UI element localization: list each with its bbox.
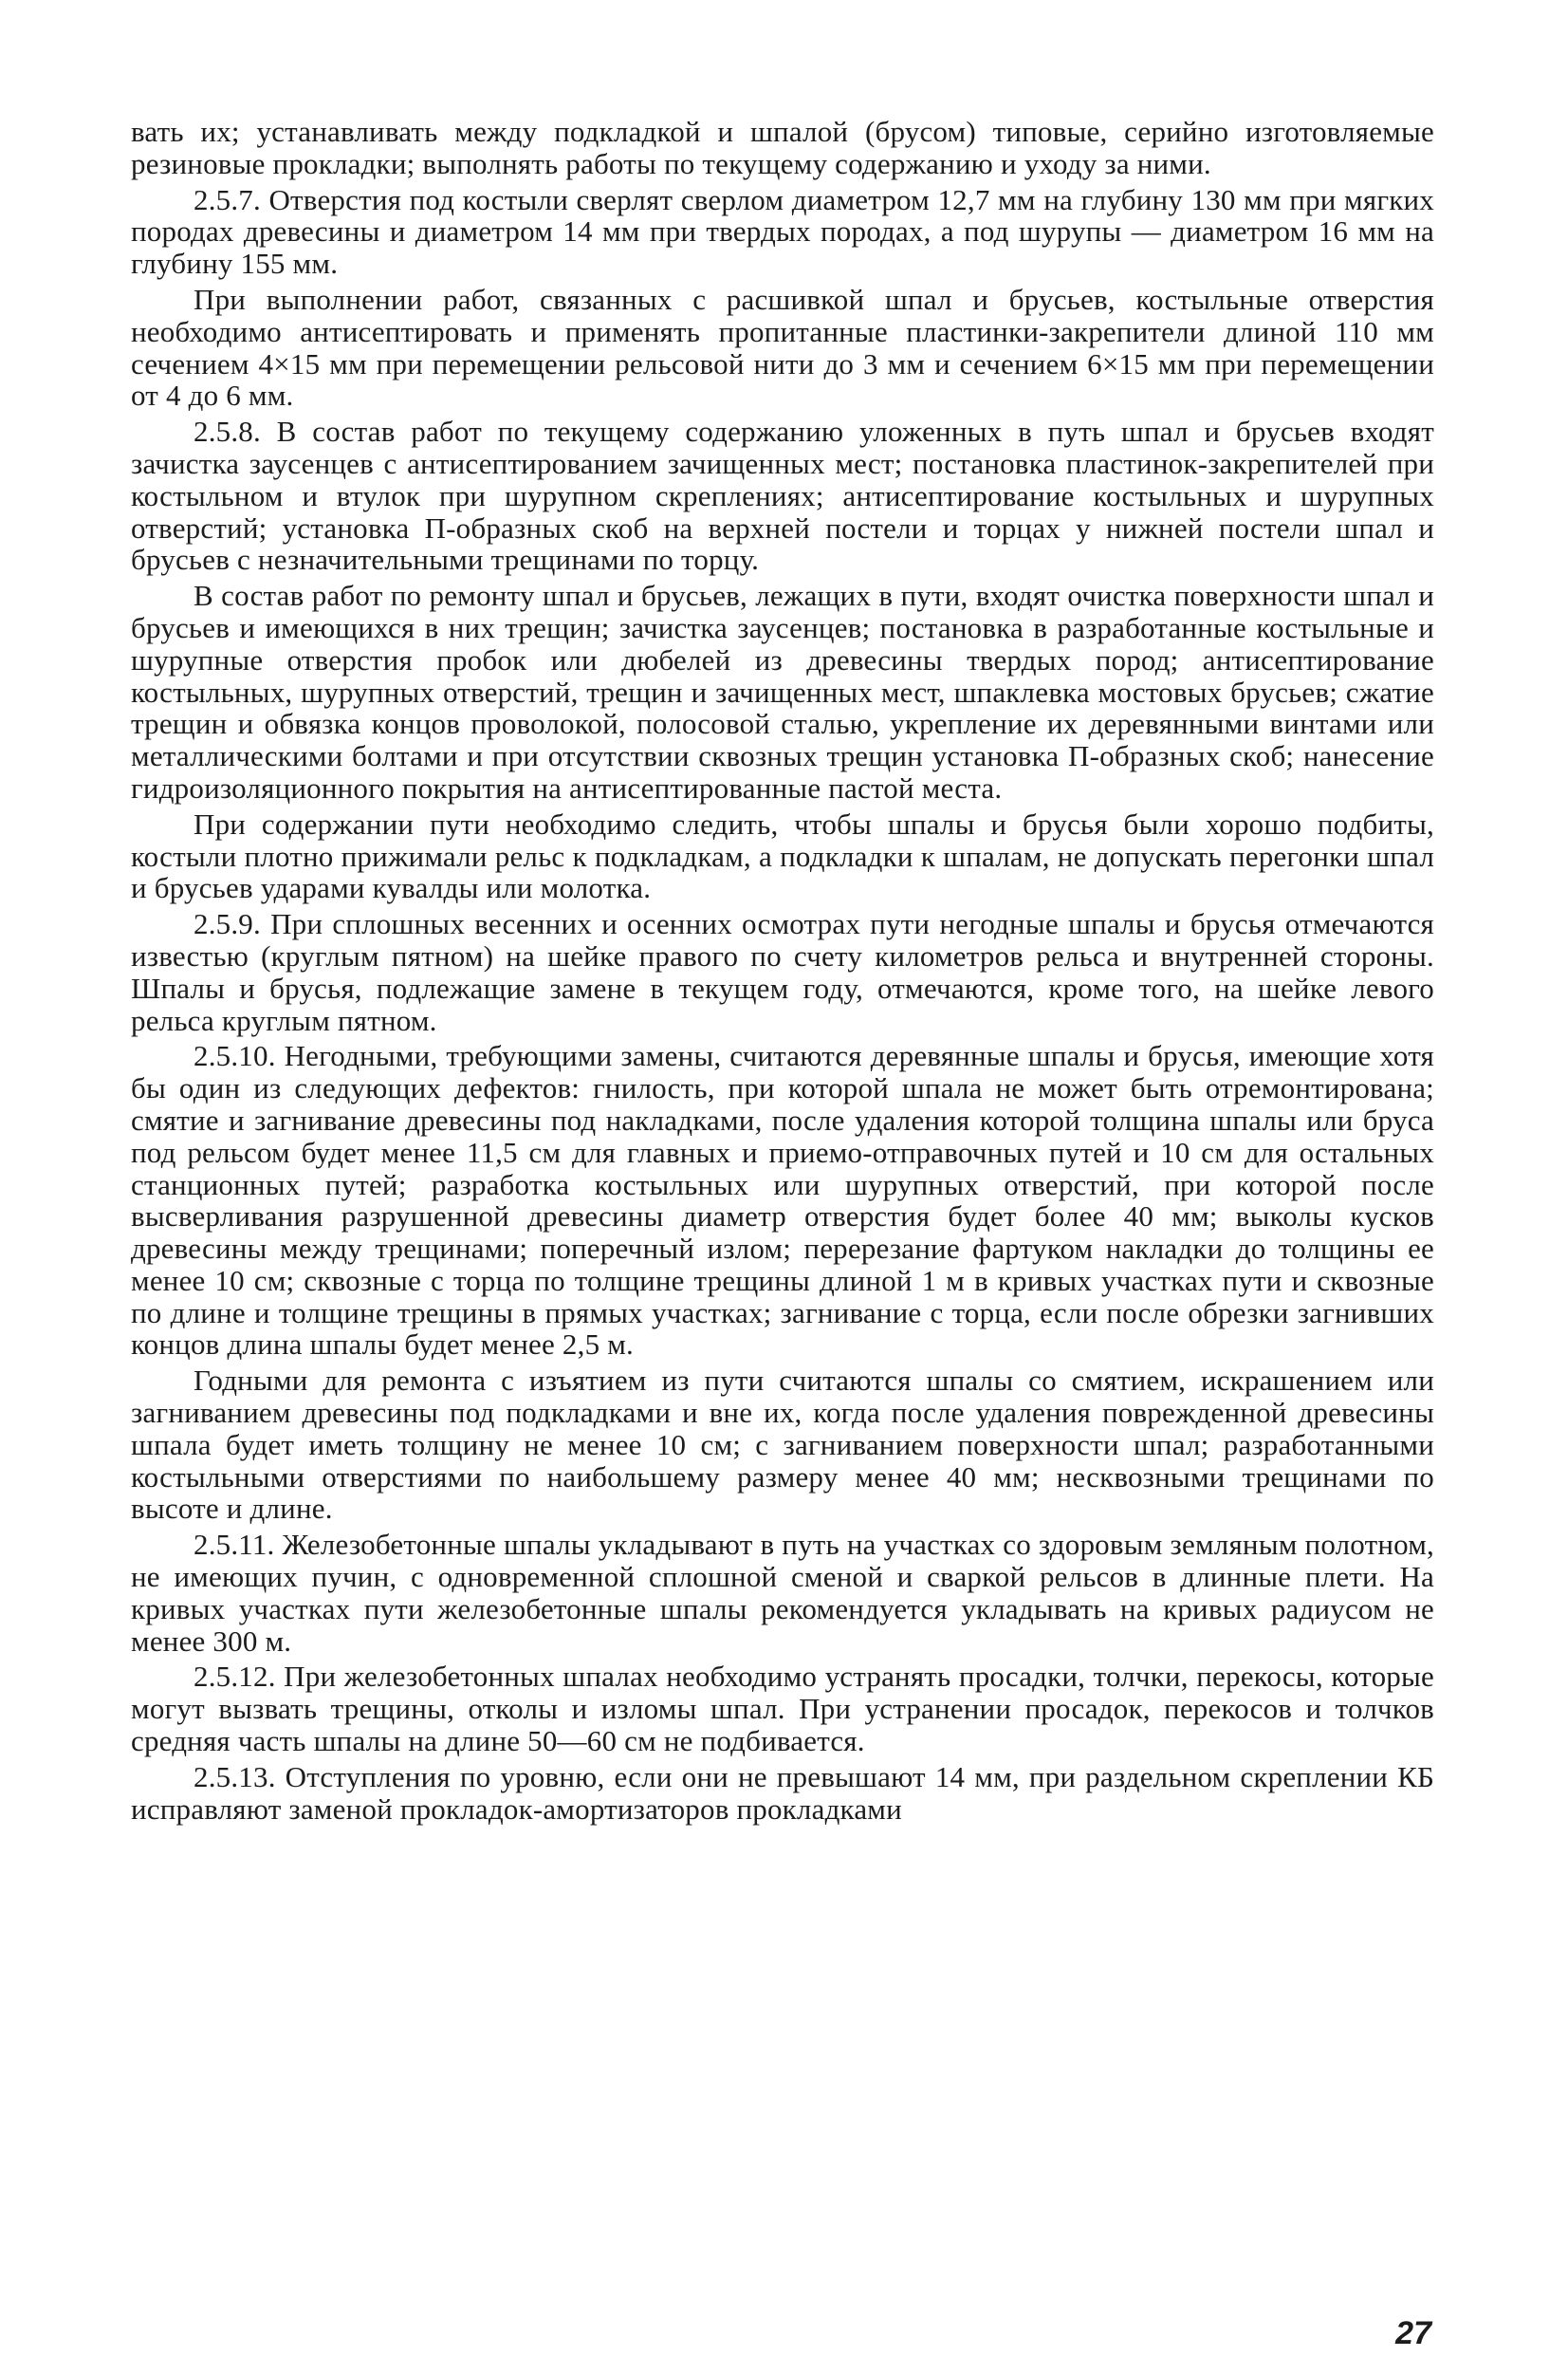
paragraph-2-5-10-suitable: Годными для ремонта с изъятием из пути считаются шпалы со смятием, искрашением или загниванием древесины под подкладками и вне их, когда после удаления поврежденной древесины шпала будет иметь толщину не менее 10 см; с загниванием поверхности шпал; разработанными костыльными отверстиями по наибольшему размеру менее 40 мм; несквозными трещинами по высоте и длине. bbox=[131, 1364, 1434, 1526]
paragraph-2-5-11: 2.5.11. Железобетонные шпалы укладывают в путь на участках со здоровым земляным полотном, не имеющих пучин, с одновременной сплошной сменой и сваркой рельсов в длинные плети. На кривых участках пути железобетонные шпалы рекомендуется укладывать на кривых радиусом не менее 300 м. bbox=[131, 1528, 1434, 1658]
text-column bbox=[131, 116, 1434, 1828]
page-number: 27 bbox=[1395, 2315, 1431, 2351]
paragraph-2-5-10: 2.5.10. Негодными, требующими замены, считаются деревянные шпалы и брусья, имеющие хотя бы один из следующих дефектов: гнилость, при которой шпала не может быть отремонтирована; смятие и загнивание древесины под накладками, после удаления которой толщина шпалы или бруса под рельсом будет менее 11,5 см для главных и приемо-отправочных путей и 10 см для остальных станционных путей; разработка костыльных или шурупных отверстий, при которой после высверливания разрушенной древесины диаметр отверстия будет более 40 мм; выколы кусков древесины между трещинами; поперечный излом; перерезание фартуком накладки до толщины ее менее 10 см; сквозные с торца по толщине трещины длиной 1 м в кривых участках пути и сквозные по длине и толщине трещины в прямых участках; загнивание с торца, если после обрезки загнивших концов длина шпалы будет менее 2,5 м. bbox=[131, 1039, 1434, 1362]
paragraph-2-5-8-maintenance: При содержании пути необходимо следить, чтобы шпалы и брусья были хорошо подбиты, костыли плотно прижимали рельс к подкладкам, а подкладки к шпалам, не допускать перегонки шпал и брусьев ударами кувалды или молотка. bbox=[131, 807, 1434, 905]
paragraph-2-5-7: 2.5.7. Отверстия под костыли сверлят сверлом диаметром 12,7 мм на глубину 130 мм при мягких породах древесины и диаметром 14 мм при твердых породах, а под шурупы — диаметром 16 мм на глубину 155 мм. bbox=[131, 182, 1434, 281]
paragraph-2-5-13: 2.5.13. Отступления по уровню, если они не превышают 14 мм, при раздельном скреплении КБ исправляют заменой прокладок-амортизаторов прокладками bbox=[131, 1759, 1434, 1826]
paragraph-2-5-12: 2.5.12. При железобетонных шпалах необходимо устранять просадки, толчки, перекосы, которые могут вызвать трещины, отколы и изломы шпал. При устранении просадок, перекосов и толчков средняя часть шпалы на длине 50—60 см не подбивается. bbox=[131, 1660, 1434, 1758]
paragraph-2-5-9: 2.5.9. При сплошных весенних и осенних осмотрах пути негодные шпалы и брусья отмечаются известью (круглым пятном) на шейке правого по счету километров рельса и внутренней стороны. Шпалы и брусья, подлежащие замене в текущем году, отмечаются, кроме того, на шейке левого рельса круглым пятном. bbox=[131, 907, 1434, 1037]
paragraph-2-5-7-cont: При выполнении работ, связанных с расшивкой шпал и брусьев, костыльные отверстия необходимо антисептировать и применять пропитанные пластинки-закрепители длиной 110 мм сечением 4×15 мм при перемещении рельсовой нити до 3 мм и сечением 6×15 мм при перемещении от 4 до 6 мм. bbox=[131, 282, 1434, 413]
paragraph-2-5-8-repair: В состав работ по ремонту шпал и брусьев, лежащих в пути, входят очистка поверхности шпал и брусьев и имеющихся в них трещин; зачистка заусенцев; постановка в разработанные костыльные и шурупные отверстия пробок или дюбелей из древесины твердых пород; антисептирование костыльных, шурупных отверстий, трещин и зачищенных мест, шпаклевка мостовых брусьев; сжатие трещин и обвязка концов проволокой, полосовой сталью, укрепление их деревянными винтами или металлическими болтами и при отсутствии сквозных трещин установка П-образных скоб; нанесение гидроизоляционного покрытия на антисептированные пастой места. bbox=[131, 579, 1434, 805]
paragraph-2-5-8: 2.5.8. В состав работ по текущему содержанию уложенных в путь шпал и брусьев входят зачистка заусенцев с антисептированием зачищенных мест; постановка пластинок-закрепителей при костыльном и втулок при шурупном скреплениях; антисептирование костыльных и шурупных отверстий; установка П-образных скоб на верхней постели и торцах у нижней постели шпал и брусьев с незначительными трещинами по торцу. bbox=[131, 415, 1434, 577]
paragraph-continuation: вать их; устанавливать между подкладкой и шпалой (брусом) типовые, серийно изготовляемые резиновые прокладки; выполнять работы по текущему содержанию и уходу за ними. bbox=[131, 115, 1434, 180]
